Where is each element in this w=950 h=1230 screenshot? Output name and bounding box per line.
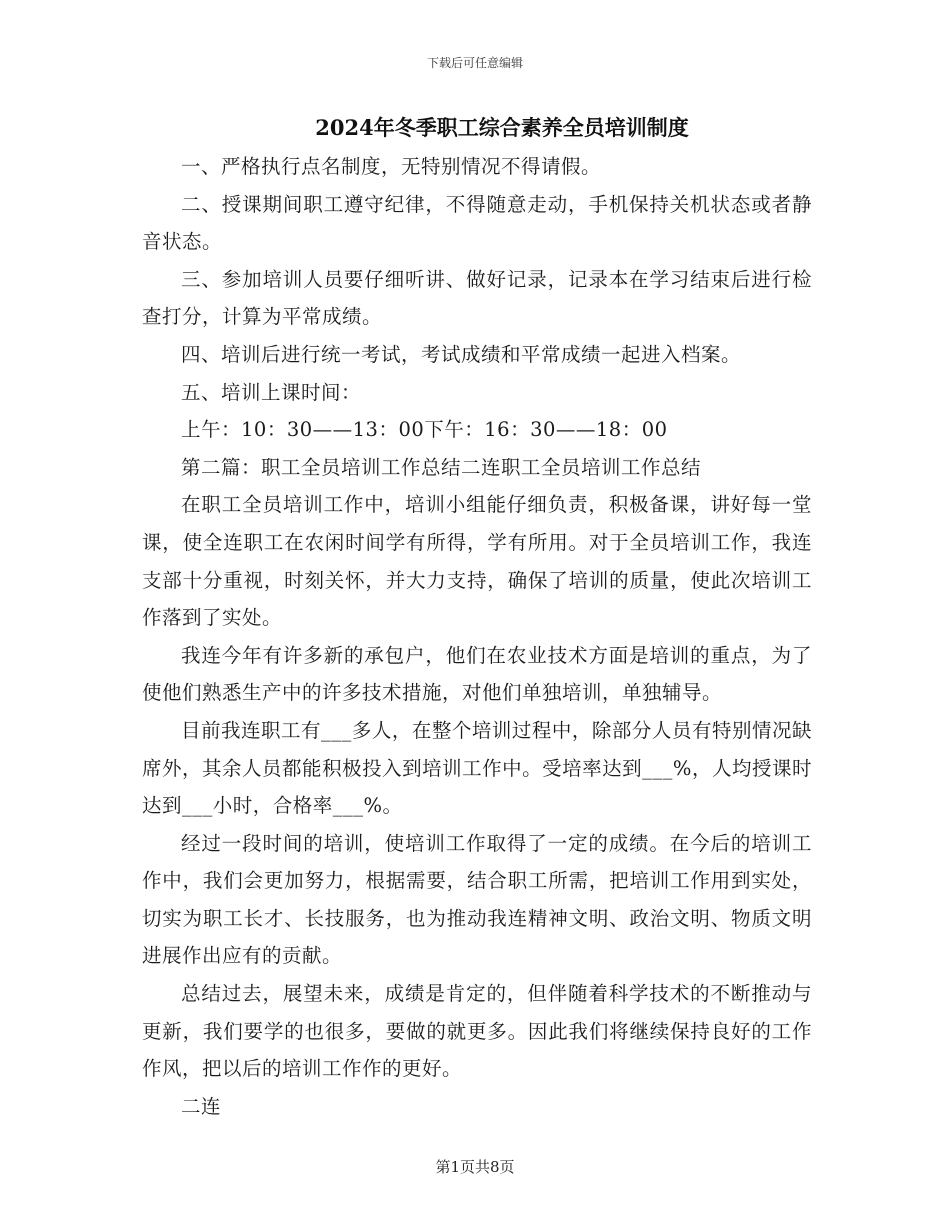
- page-indicator: 第1页共8页: [435, 1158, 515, 1176]
- document-body: [142, 148, 812, 1125]
- paragraph-rule-3: 三、参加培训人员要仔细听讲、做好记录，记录本在学习结束后进行检查打分，计算为平常成绩。: [142, 267, 812, 329]
- paragraph-section-heading: 第二篇：职工全员培训工作总结二连职工全员培训工作总结: [181, 455, 702, 479]
- paragraph-rule-2: 二、授课期间职工遵守纪律，不得随意走动，手机保持关机状态或者静音状态。: [142, 192, 812, 254]
- paragraph-summary-2: 我连今年有许多新的承包户，他们在农业技术方面是培训的重点，为了使他们熟悉生产中的许多技术措施，对他们单独培训，单独辅导。: [142, 643, 812, 705]
- paragraph-signature: 二连: [181, 1094, 222, 1118]
- header-note: 下载后可任意编辑: [426, 56, 523, 70]
- paragraph-rule-1: 一、严格执行点名制度，无特别情况不得请假。: [181, 155, 602, 178]
- paragraph-summary-4: 经过一段时间的培训，使培训工作取得了一定的成绩。在今后的培训工作中，我们会更加努力，根据需要，结合职工所需，把培训工作用到实处，切实为职工长才、长技服务，也为推动我连精神文明、政治文明、物质文明进展作出应有的贡献。: [142, 831, 812, 968]
- document-title: 2024年冬季职工综合素养全员培训制度: [315, 115, 689, 140]
- paragraph-rule-4: 四、培训后进行统一考试，考试成绩和平常成绩一起进入档案。: [181, 342, 742, 366]
- paragraph-summary-5: 总结过去，展望未来，成绩是肯定的，但伴随着科学技术的不断推动与更新，我们要学的也很多，要做的就更多。因此我们将继续保持良好的工作作风，把以后的培训工作作的更好。: [142, 982, 812, 1081]
- paragraph-summary-1: 在职工全员培训工作中，培训小组能仔细负责，积极备课，讲好每一堂课，使全连职工在农闲时间学有所得，学有所用。对于全员培训工作，我连支部十分重视，时刻关怀，并大力支持，确保了培训的质量，使此次培训工作落到了实处。: [142, 493, 812, 630]
- paragraph-summary-3: 目前我连职工有___多人，在整个培训过程中，除部分人员有特别情况缺席外，其余人员都能积极投入到培训工作中。受培率达到___%，人均授课时达到___小时，合格率___%。: [142, 718, 812, 818]
- paragraph-rule-5: 五、培训上课时间：: [181, 380, 362, 404]
- paragraph-schedule: 上午：10：30——13：00下午：16：30——18：00: [181, 418, 668, 442]
